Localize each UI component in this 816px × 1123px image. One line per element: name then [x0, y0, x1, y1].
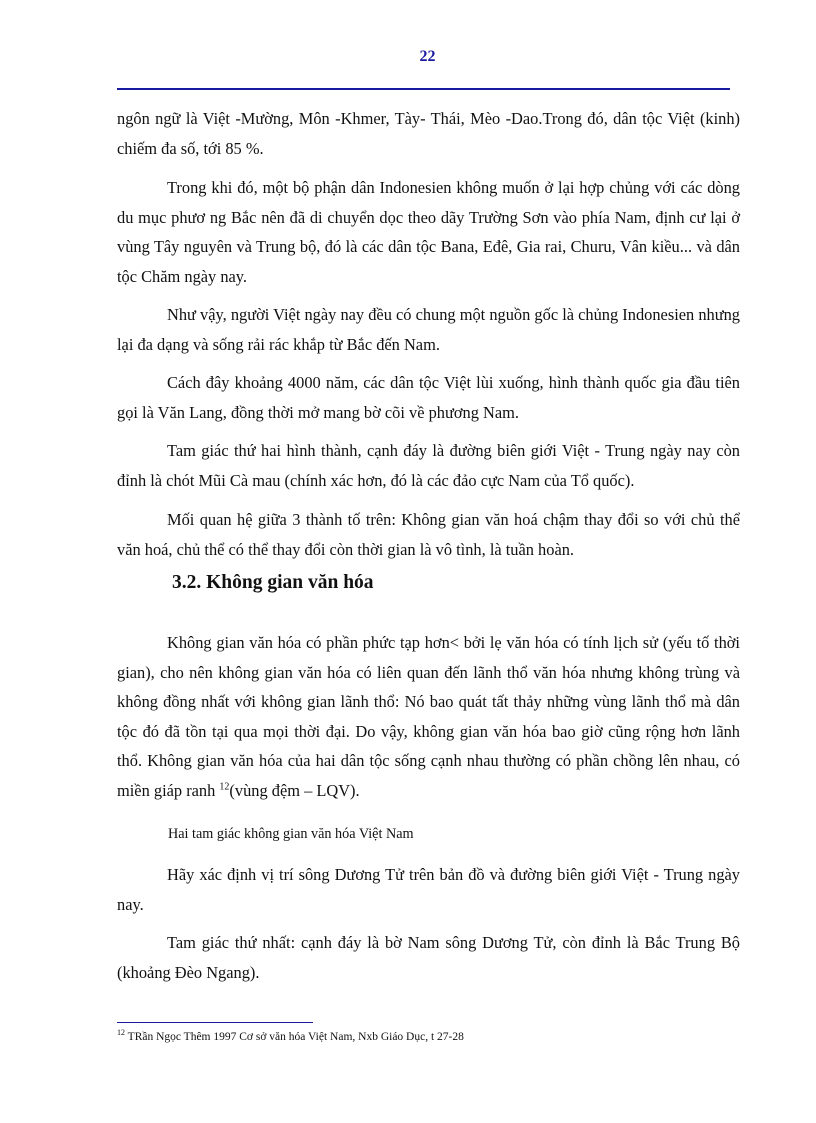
page-number: 22 [419, 48, 436, 65]
footnote-reference[interactable]: 12 [219, 781, 230, 793]
footnote-separator [117, 1022, 313, 1023]
paragraph-5: Tam giác thứ hai hình thành, cạnh đáy là đường biên giới Việt - Trung ngày nay còn đỉnh là chót Mũi Cà mau (chính xác hơn, đó là các đảo cực Nam của Tổ quốc). [117, 441, 740, 490]
footnote [117, 1028, 464, 1043]
footnote-mark: 12 [117, 1028, 125, 1038]
figure-caption: Hai tam giác không gian văn hóa Việt Nam [168, 826, 414, 842]
section-heading: 3.2. Không gian văn hóa [172, 572, 374, 593]
paragraph-8: Hãy xác định vị trí sông Dương Tử trên bản đồ và đường biên giới Việt - Trung ngày nay. [117, 865, 740, 914]
footnote-text: TRần Ngọc Thêm 1997 Cơ sở văn hóa Việt Nam, Nxb Giáo Dục, t 27-28 [125, 1031, 464, 1043]
paragraph-7-text: Không gian văn hóa có phần phức tạp hơn< bởi lẹ văn hóa có tính lịch sử (yếu tố thời gian), cho nên không gian văn hóa có liên quan đến lãnh thổ văn hóa nhưng không trùng và không đồng nhất với không gian lãnh thổ: Nó bao quát tất thảy những vùng lãnh thổ mà dân tộc đó đã tồn tại qua mọi thời đại. Do vậy, không gian văn hóa bao giờ cũng rộng hơn lãnh thổ. Không gian văn hóa của hai dân tộc sống cạnh nhau thường có phần chồng lên nhau, có miền giáp ranh [117, 633, 740, 800]
header-rule [117, 88, 730, 90]
paragraph-7 [117, 628, 740, 805]
paragraph-4: Cách đây khoảng 4000 năm, các dân tộc Việt lùi xuống, hình thành quốc gia đầu tiên gọi là Văn Lang, đồng thời mở mang bờ cõi về phương Nam. [117, 373, 740, 422]
paragraph-2: Trong khi đó, một bộ phận dân Indonesien không muốn ở lại hợp chủng với các dòng du mục phươ ng Bắc nên đã di chuyển dọc theo dãy Trường Sơn vào phía Nam, định cư lại ở vùng Tây nguyên và Trung bộ, đó là các dân tộc Bana, Eđê, Gia rai, Churu, Vân kiều... và dân tộc Chăm ngày nay. [117, 178, 740, 286]
paragraph-7-tail: (vùng đệm – LQV). [229, 780, 360, 800]
paragraph-1: ngôn ngữ là Việt -Mường, Môn -Khmer, Tày- Thái, Mèo -Dao.Trong đó, dân tộc Việt (kinh) chiếm đa số, tới 85 %. [117, 109, 740, 158]
paragraph-9: Tam giác thứ nhất: cạnh đáy là bờ Nam sông Dương Tử, còn đỉnh là Bắc Trung Bộ (khoảng Đèo Ngang). [117, 933, 740, 982]
paragraph-3: Như vậy, người Việt ngày nay đều có chung một nguồn gốc là chủng Indonesien nhưng lại đa dạng và sống rải rác khắp từ Bắc đến Nam. [117, 305, 740, 354]
paragraph-6: Mối quan hệ giữa 3 thành tố trên: Không gian văn hoá chậm thay đổi so với chủ thể văn hoá, chủ thể có thể thay đổi còn thời gian là vô tình, là tuần hoàn. [117, 510, 740, 559]
